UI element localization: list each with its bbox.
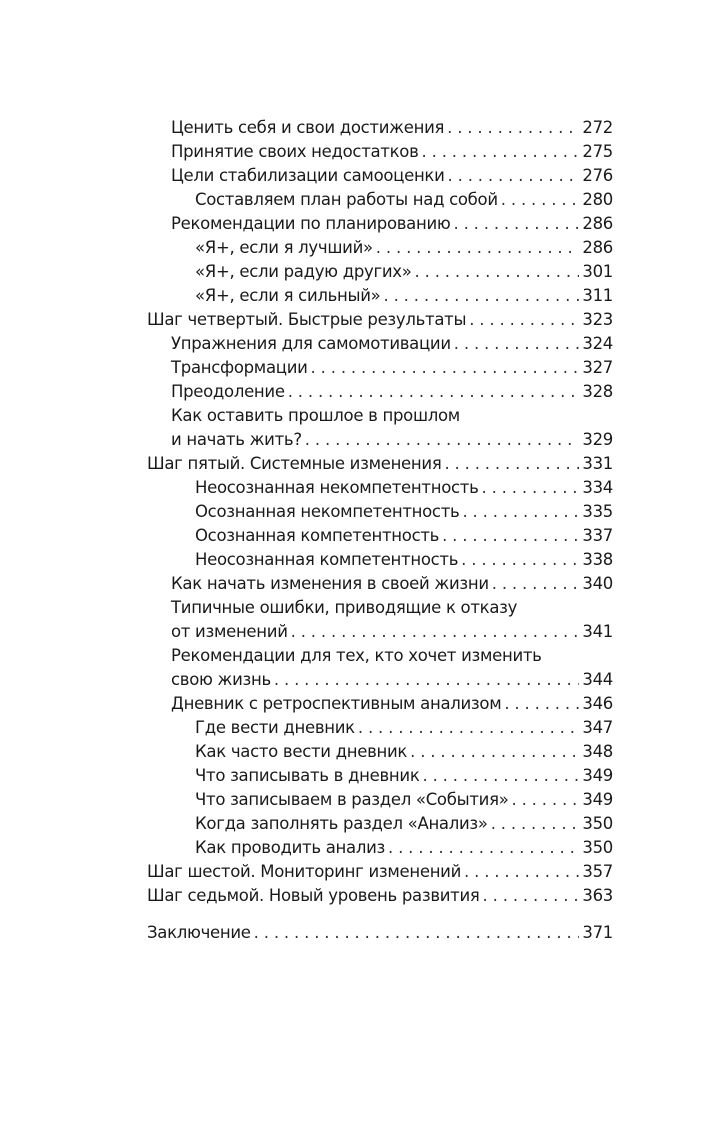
toc-entry-page-number: 327	[582, 358, 613, 377]
toc-entry-title: от изменений	[171, 622, 288, 641]
toc-entry-title: Как оставить прошлое в прошлом	[171, 406, 460, 425]
toc-entry-page-number: 350	[582, 838, 613, 857]
toc-entry	[147, 212, 613, 236]
toc-entry-title: Составляем план работы над собой	[195, 190, 498, 209]
toc-entry-title: Дневник с ретроспективным анализом	[171, 694, 502, 713]
dot-leader	[491, 812, 580, 836]
dot-leader	[376, 236, 580, 260]
toc-entry-title: Когда заполнять раздел «Анализ»	[195, 814, 488, 833]
toc-entry-page-number: 347	[582, 718, 613, 737]
toc-entry-page-number: 350	[582, 814, 613, 833]
toc-entry-title: «Я+, если радую других»	[195, 262, 412, 281]
toc-entry-page-number: 340	[582, 574, 613, 593]
table-of-contents	[147, 116, 613, 945]
toc-entry-page-number: 346	[582, 694, 613, 713]
toc-entry	[147, 884, 613, 908]
toc-entry-page-number: 371	[582, 923, 613, 942]
dot-leader	[512, 788, 580, 812]
toc-entry	[147, 692, 613, 716]
toc-entry-title: Осознанная компетентность	[195, 526, 440, 545]
toc-entry	[147, 921, 613, 945]
toc-entry-title: и начать жить?	[171, 430, 302, 449]
toc-entry-page-number: 280	[582, 190, 613, 209]
dot-leader	[469, 308, 579, 332]
toc-entry	[147, 476, 613, 500]
toc-entry-title: Как часто вести дневник	[195, 742, 408, 761]
dot-leader	[501, 188, 580, 212]
toc-entry-title: Как проводить анализ	[195, 838, 385, 857]
dot-leader	[254, 921, 580, 945]
dot-leader	[383, 284, 579, 308]
dot-leader	[448, 164, 580, 188]
toc-entry-page-number: 348	[582, 742, 613, 761]
dot-leader	[415, 260, 580, 284]
toc-entry-title: Что записываем в раздел «События»	[195, 790, 509, 809]
dot-leader	[483, 884, 580, 908]
toc-entry-page-number: 363	[582, 886, 613, 905]
toc-entry	[147, 524, 613, 548]
toc-entry	[147, 716, 613, 740]
toc-entry-title: Как начать изменения в своей жизни	[171, 574, 489, 593]
toc-entry	[147, 788, 613, 812]
toc-entry-page-number: 331	[582, 454, 613, 473]
toc-entry-page-number: 349	[582, 766, 613, 785]
toc-entry-page-number: 272	[582, 118, 613, 137]
toc-entry-page-number: 276	[582, 166, 613, 185]
toc-entry-page-number: 344	[582, 670, 613, 689]
toc-entry-page-number: 328	[582, 382, 613, 401]
dot-leader	[464, 860, 579, 884]
dot-leader	[423, 764, 580, 788]
dot-leader	[410, 740, 579, 764]
toc-entry-title: Рекомендации для тех, кто хочет изменить	[171, 646, 542, 665]
toc-entry-title: Упражнения для самомотивации	[171, 334, 451, 353]
toc-entry-title: свою жизнь	[171, 670, 271, 689]
toc-entry-title: Рекомендации по планированию	[171, 214, 451, 233]
toc-entry	[147, 356, 613, 380]
toc-entry-title: Заключение	[147, 923, 251, 942]
dot-leader	[358, 716, 580, 740]
toc-entry-title: Ценить себя и свои достижения	[171, 118, 445, 137]
toc-entry	[147, 572, 613, 596]
toc-entry	[147, 860, 613, 884]
toc-entry	[147, 620, 613, 644]
toc-entry	[147, 284, 613, 308]
toc-entry-page-number: 349	[582, 790, 613, 809]
toc-entry-title: Шаг седьмой. Новый уровень развития	[147, 886, 480, 905]
toc-entry	[147, 380, 613, 404]
toc-entry-title: Неосознанная некомпетентность	[195, 478, 479, 497]
toc-entry	[147, 764, 613, 788]
toc-entry	[147, 260, 613, 284]
dot-leader	[288, 380, 580, 404]
toc-entry-title: «Я+, если я лучший»	[195, 238, 373, 257]
toc-entry	[147, 140, 613, 164]
dot-leader	[447, 116, 579, 140]
toc-entry-page-number: 341	[582, 622, 613, 641]
dot-leader	[422, 140, 580, 164]
toc-entry	[147, 428, 613, 452]
toc-entry-page-number: 357	[582, 862, 613, 881]
dot-leader	[291, 620, 580, 644]
toc-entry-title: Типичные ошибки, приводящие к отказу	[171, 598, 518, 617]
dot-leader	[444, 452, 579, 476]
toc-entry-title: Где вести дневник	[195, 718, 355, 737]
dot-leader	[442, 524, 579, 548]
toc-entry-page-number: 337	[582, 526, 613, 545]
toc-entry-title: «Я+, если я сильный»	[195, 286, 381, 305]
dot-leader	[388, 836, 579, 860]
toc-entry-title: Шаг пятый. Системные изменения	[147, 454, 442, 473]
toc-entry	[147, 236, 613, 260]
toc-entry-title: Что записывать в дневник	[195, 766, 420, 785]
toc-entry-page-number: 329	[582, 430, 613, 449]
toc-entry	[147, 164, 613, 188]
toc-entry-page-number: 275	[582, 142, 613, 161]
toc-entry	[147, 308, 613, 332]
dot-leader	[454, 332, 580, 356]
toc-entry	[147, 452, 613, 476]
toc-entry-page-number: 334	[582, 478, 613, 497]
toc-entry	[147, 404, 613, 428]
toc-entry-page-number: 311	[582, 286, 613, 305]
toc-entry	[147, 644, 613, 668]
dot-leader	[461, 548, 579, 572]
toc-entry	[147, 812, 613, 836]
toc-entry-title: Осознанная некомпетентность	[195, 502, 460, 521]
toc-entry-page-number: 286	[582, 238, 613, 257]
toc-entry-page-number: 335	[582, 502, 613, 521]
toc-entry-title: Шаг четвертый. Быстрые результаты	[147, 310, 467, 329]
toc-entry-title: Трансформации	[171, 358, 308, 377]
toc-entry-page-number: 324	[582, 334, 613, 353]
dot-leader	[453, 212, 579, 236]
dot-leader	[274, 668, 580, 692]
dot-leader	[492, 572, 580, 596]
toc-entry	[147, 188, 613, 212]
toc-entry-title: Шаг шестой. Мониторинг изменений	[147, 862, 462, 881]
toc-entry	[147, 740, 613, 764]
toc-entry	[147, 500, 613, 524]
toc-entry	[147, 596, 613, 620]
dot-leader	[305, 428, 580, 452]
toc-entry-page-number: 286	[582, 214, 613, 233]
toc-entry	[147, 836, 613, 860]
toc-entry-title: Принятие своих недостатков	[171, 142, 419, 161]
toc-entry	[147, 668, 613, 692]
toc-entry-title: Неосознанная компетентность	[195, 550, 459, 569]
toc-entry-page-number: 301	[582, 262, 613, 281]
dot-leader	[482, 476, 580, 500]
toc-entry	[147, 332, 613, 356]
dot-leader	[504, 692, 579, 716]
dot-leader	[462, 500, 579, 524]
toc-entry-title: Цели стабилизации самооценки	[171, 166, 445, 185]
toc-entry-title: Преодоление	[171, 382, 285, 401]
toc-entry-page-number: 338	[582, 550, 613, 569]
toc-entry	[147, 548, 613, 572]
toc-entry-page-number: 323	[582, 310, 613, 329]
dot-leader	[311, 356, 580, 380]
toc-entry	[147, 116, 613, 140]
